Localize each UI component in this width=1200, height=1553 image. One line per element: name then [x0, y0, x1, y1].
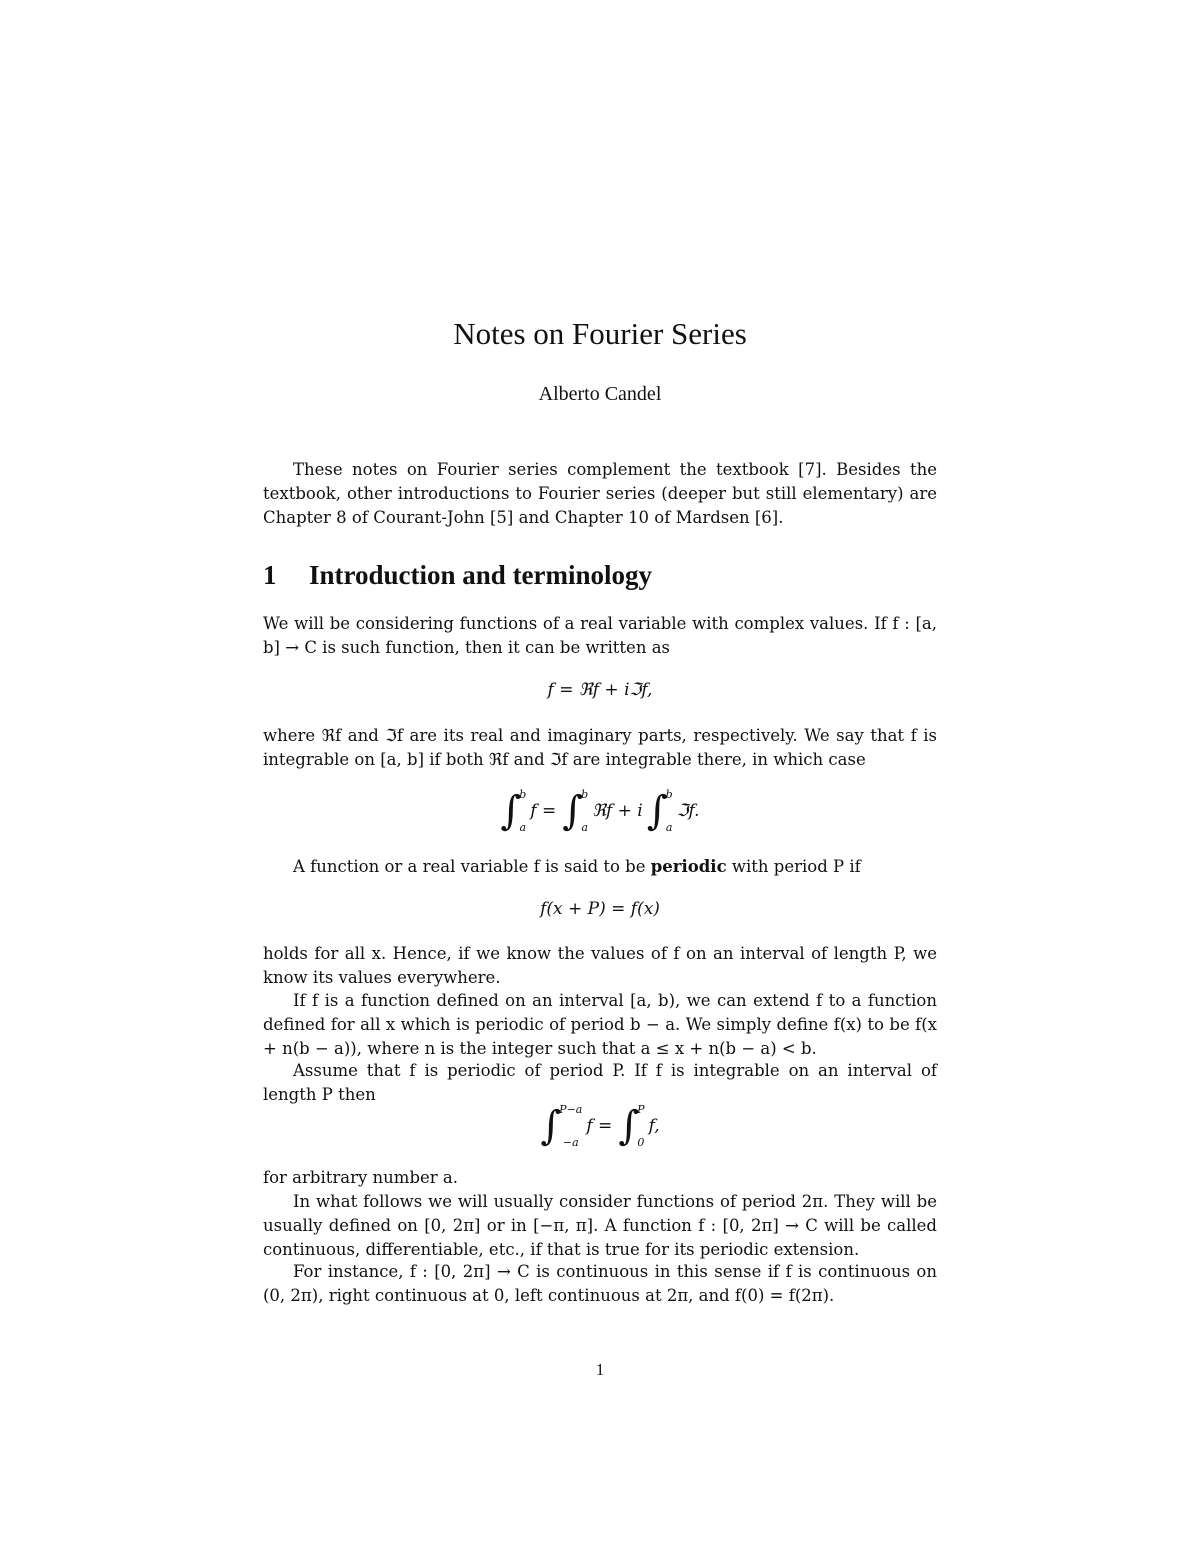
section-heading — [263, 560, 652, 591]
equation-4 — [263, 1103, 937, 1149]
paragraph-9 — [263, 1260, 937, 1308]
paragraph-5 — [263, 989, 937, 1061]
term-periodic: periodic — [650, 857, 727, 876]
section-title: Introduction and terminology — [309, 560, 653, 590]
equation-2 — [263, 788, 937, 834]
paragraph-7 — [263, 1166, 937, 1190]
paper-title: Notes on Fourier Series — [453, 316, 747, 351]
abstract — [263, 458, 937, 530]
equation-3: f(x + P) = f(x) — [540, 899, 660, 919]
paragraph-2 — [263, 724, 937, 772]
page-number: 1 — [595, 1360, 605, 1379]
paragraph-4 — [263, 942, 937, 990]
integral-sign: ∫ b a — [562, 788, 589, 834]
section-number: 1 — [263, 560, 277, 590]
paragraph-text: Assume that f is periodic of period P. If f is integrable on an interval of length P then — [263, 1061, 937, 1104]
integral-sign: ∫ P 0 — [618, 1103, 645, 1149]
integral-sign: ∫ P−a −a — [540, 1103, 583, 1149]
paragraph-text: where ℜf and ℑf are its real and imaginary parts, respectively. We say that f is integrable on [a, b] if both ℜf and ℑf are integrable there, in which case — [263, 726, 937, 769]
paragraph-text: For instance, f : [0, 2π] → C is continuous in this sense if f is continuous on (0, 2π), right continuous at 0, left continuous at 2π, and f(0) = f(2π). — [263, 1262, 937, 1305]
integral-sign: ∫ b a — [500, 788, 527, 834]
paragraph-6 — [263, 1059, 937, 1107]
abstract-text: These notes on Fourier series complement the textbook [7]. Besides the textbook, other introductions to Fourier series (deeper but still elementary) are Chapter 8 of Courant-John [5] and Chapter 10 of Mardsen [6]. — [263, 460, 937, 527]
equation-1: f = ℜf + iℑf, — [547, 680, 653, 700]
paragraph-text: for arbitrary number a. — [263, 1168, 458, 1187]
paragraph-text: We will be considering functions of a real variable with complex values. If f : [a, b] → C is such function, then it can be written as — [263, 614, 937, 657]
author-name: Alberto Candel — [538, 383, 662, 405]
paragraph-1 — [263, 612, 937, 660]
paragraph-text: A function or a real variable f is said to be periodic with period P if — [293, 857, 861, 876]
paragraph-8 — [263, 1190, 937, 1262]
paragraph-text: In what follows we will usually consider functions of period 2π. They will be usually defined on [0, 2π] or in [−π, π]. A function f : [0, 2π] → C will be called continuous, differentiable, etc., if that is true for its periodic extension. — [263, 1192, 937, 1259]
paragraph-3 — [263, 855, 937, 879]
paragraph-text: holds for all x. Hence, if we know the values of f on an interval of length P, we know its values everywhere. — [263, 944, 937, 987]
integral-expression: ∫ P−a −a f = ∫ P 0 f, — [540, 1103, 660, 1149]
integral-sign: ∫ b a — [646, 788, 673, 834]
paragraph-text: If f is a function defined on an interval [a, b), we can extend f to a function defined for all x which is periodic of period b − a. We simply define f(x) to be f(x + n(b − a)), where n is the integer such that a ≤ x + n(b − a) < b. — [263, 991, 937, 1058]
integral-expression: ∫ b a f = ∫ b a ℜf + i ∫ b a ℑf. — [500, 788, 700, 834]
